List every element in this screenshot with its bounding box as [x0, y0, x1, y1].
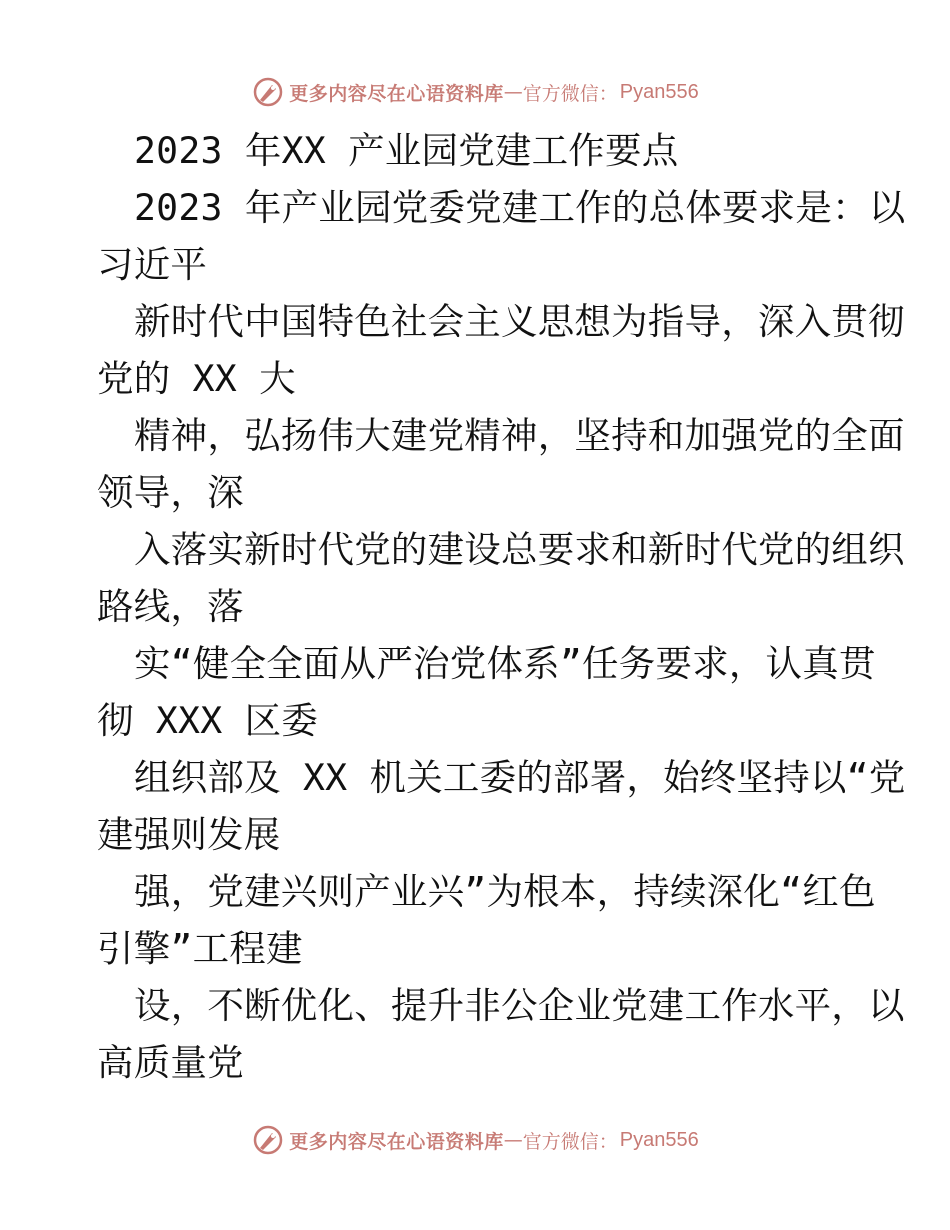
text-line: 2023 年产业园党委党建工作的总体要求是：以	[134, 186, 906, 229]
pen-nib-logo-icon	[251, 1123, 285, 1157]
text-line: 2023 年XX 产业园党建工作要点	[134, 129, 679, 172]
wechat-id: Pyan556	[619, 1128, 699, 1151]
text-line: 设，不断优化、提升非公企业党建工作水平，以	[134, 984, 905, 1027]
header-banner	[0, 72, 950, 112]
text-line: 引擎”工程建	[97, 927, 303, 970]
footer-banner	[0, 1120, 950, 1160]
separator: —	[503, 1129, 523, 1151]
text-line: 入落实新时代党的建设总要求和新时代党的组织	[134, 528, 905, 571]
text-line: 习近平	[97, 243, 208, 286]
promo-text: 更多内容尽在心语资料库	[289, 82, 504, 105]
text-line: 路线，落	[97, 585, 244, 628]
wechat-id: Pyan556	[619, 80, 699, 103]
wechat-label: 官方微信：	[522, 82, 618, 105]
separator: —	[503, 81, 523, 103]
pen-nib-logo-icon	[251, 75, 285, 109]
text-line: 建强则发展	[97, 813, 281, 856]
text-line: 党的 XX 大	[97, 357, 296, 400]
text-line: 彻 XXX 区委	[97, 699, 318, 742]
text-line: 精神，弘扬伟大建党精神，坚持和加强党的全面	[134, 414, 905, 457]
text-line: 新时代中国特色社会主义思想为指导，深入贯彻	[134, 300, 905, 343]
wechat-label: 官方微信：	[522, 1130, 618, 1153]
document-body	[97, 122, 906, 1091]
promo-text: 更多内容尽在心语资料库	[289, 1130, 504, 1153]
text-line: 领导，深	[97, 471, 244, 514]
text-line: 组织部及 XX 机关工委的部署，始终坚持以“党	[134, 756, 906, 799]
text-line: 强，党建兴则产业兴”为根本，持续深化“红色	[134, 870, 876, 913]
text-line: 高质量党	[97, 1041, 244, 1084]
text-line: 实“健全全面从严治党体系”任务要求，认真贯	[134, 642, 876, 685]
